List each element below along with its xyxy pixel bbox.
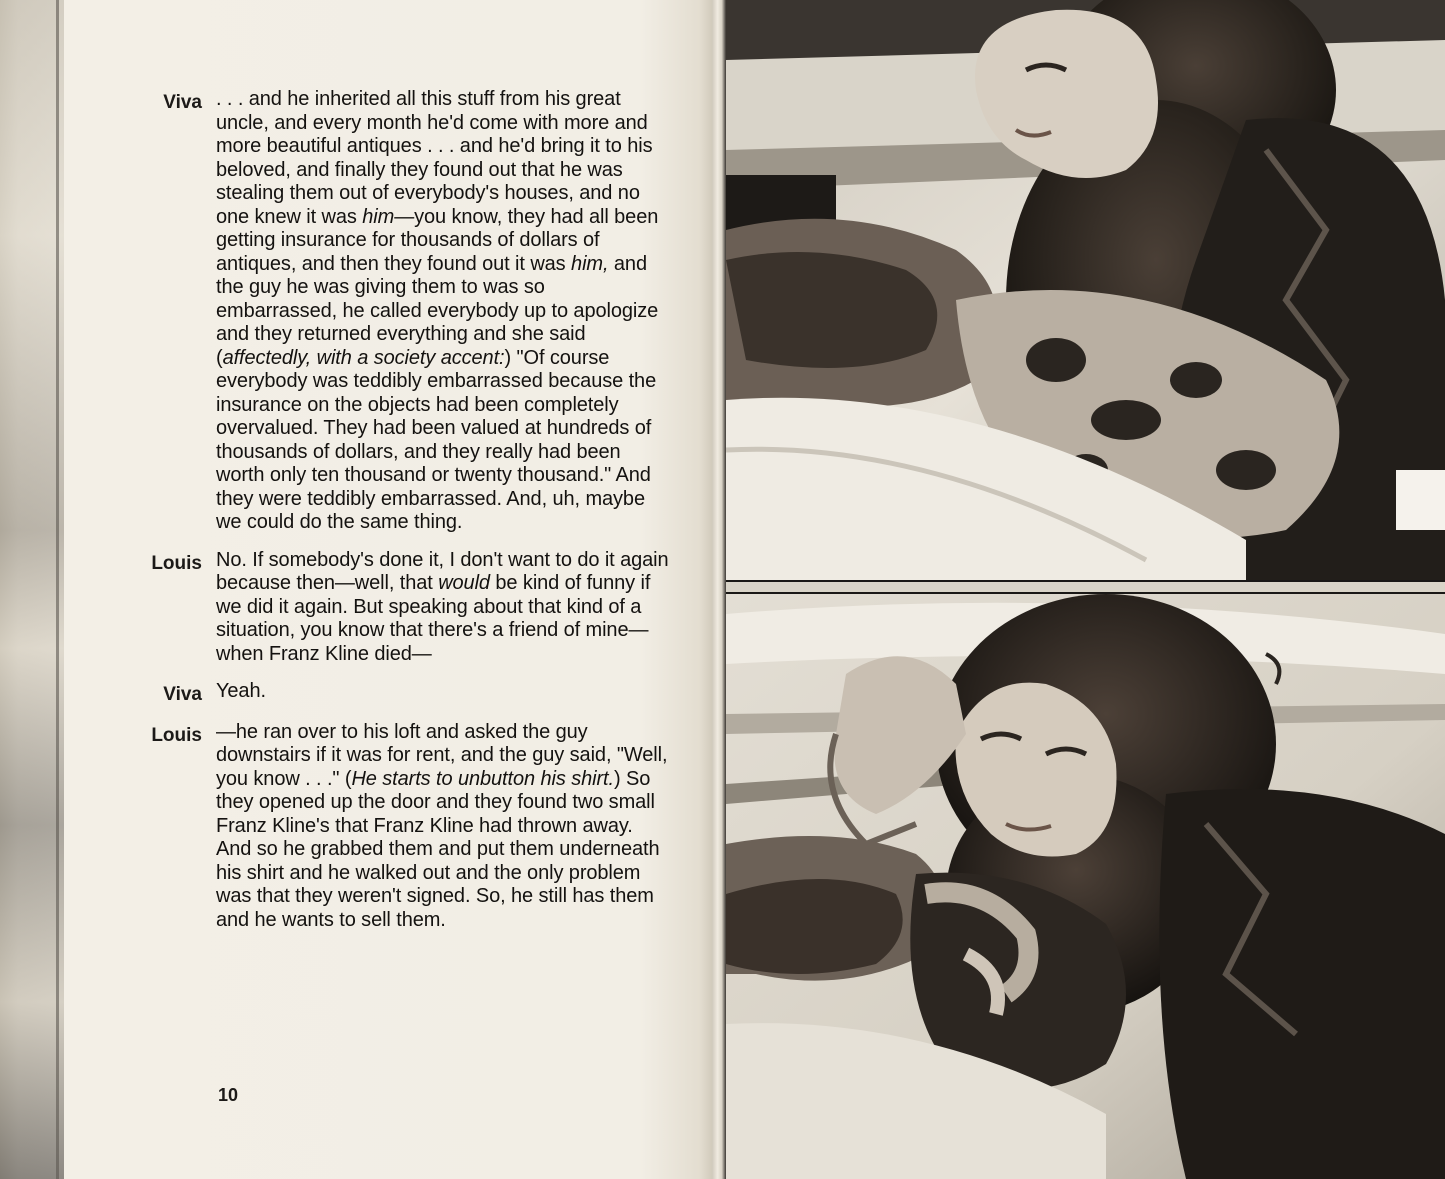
speaker-name: Louis [151, 552, 202, 574]
dialogue-text [216, 88, 670, 535]
text-segment: Yeah. [216, 680, 266, 702]
photo-divider [726, 580, 1445, 594]
dialogue-text [216, 680, 670, 707]
italic-segment: him [362, 205, 395, 228]
speaker-name: Viva [163, 92, 202, 113]
page-number: 10 [218, 1085, 239, 1105]
stage-direction: He starts to unbutton his shirt. [351, 767, 614, 790]
dialogue-entry [140, 88, 670, 535]
left-page [0, 0, 718, 1179]
text-segment: . . . and he inherited all this stuff from his great uncle, and every month he'd come with more and more beautiful antiques . . . and he'd bring it to his beloved, and finally they found out that he was stealing them out of everybody's houses, and no one knew it was [216, 88, 653, 228]
text-segment: —he ran over to his loft and asked the guy downstairs if it was for rent, and the guy said, "Well, you know . . ." ( [216, 720, 668, 790]
film-still-photo-icon [726, 0, 1445, 580]
text-segment: —you know, they had all been getting insurance for thousands of dollars of antiques, and then they found out it was [216, 205, 659, 275]
dialogue-transcript [140, 88, 670, 946]
dialogue-text [216, 721, 670, 933]
film-still-photo-icon [726, 594, 1445, 1179]
dialogue-entry [140, 680, 670, 707]
dialogue-entry [140, 549, 670, 667]
book-gutter [712, 0, 726, 1179]
text-segment: ) So they opened up the door and they found two small Franz Kline's that Franz Kline had thrown away. And so he grabbed them and put them underneath his shirt and he walked out and the only problem was that they weren't signed. So, he still has them and he wants to sell them. [216, 767, 660, 931]
text-segment: ) "Of course everybody was teddibly embarrassed because the insurance on the objects had been completely overvalued. They had been valued at hundreds of thousands of dollars, and they really had been worth only ten thousand or twenty thousand." And they were teddibly embarrassed. And, uh, maybe we could do the same thing. [216, 346, 657, 533]
page-edge-line [56, 0, 59, 1179]
speaker-name: Louis [151, 724, 202, 746]
text-segment: be kind of funny if we did it again. But speaking about that kind of a situation, you know that there's a friend of mine—when Franz Kline died— [216, 572, 651, 665]
text-segment: No. If somebody's done it, I don't want to do it again because then—well, that [216, 548, 669, 594]
speaker-name: Viva [163, 684, 202, 705]
dialogue-entry [140, 721, 670, 933]
italic-segment: would [438, 572, 490, 594]
italic-segment: him, [571, 252, 609, 275]
page-edge-decoration [0, 0, 64, 1179]
right-page [726, 0, 1445, 1179]
stage-direction: affectedly, with a society accent: [222, 346, 505, 369]
text-segment: and the guy he was giving them to was so embarrassed, he called everybody up to apologize and they returned everything and she said ( [216, 252, 659, 369]
dialogue-text [216, 549, 670, 667]
